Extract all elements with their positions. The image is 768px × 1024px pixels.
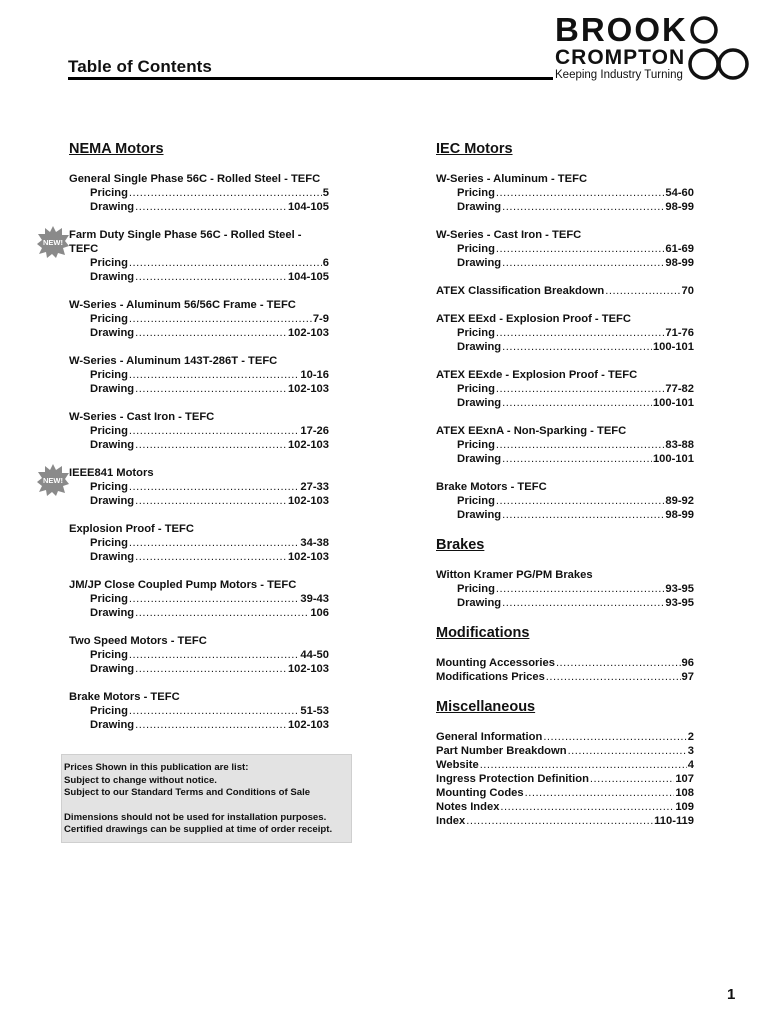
toc-group-title: W-Series - Cast Iron - TEFC — [436, 229, 582, 241]
toc-entry[interactable]: Pricing ..... 39-43 — [69, 592, 329, 606]
page-title: Table of Contents — [68, 57, 212, 76]
notice-line: Subject to our Standard Terms and Conditions of Sale — [64, 787, 311, 799]
toc-entry[interactable]: Pricing ..... 44-50 — [69, 648, 329, 662]
toc-group-title: Brake Motors - TEFC — [436, 481, 547, 493]
section-title-brakes: Brakes — [436, 537, 485, 553]
toc-entry[interactable]: Drawing ..... 100-101 — [436, 452, 694, 466]
toc-group — [43, 466, 329, 508]
section-title-nema: NEMA Motors — [69, 141, 164, 157]
toc-entry[interactable]: Pricing ..... 71-76 — [436, 326, 694, 340]
toc-entry[interactable]: Drawing ..... 104-105 — [69, 200, 329, 214]
toc-group — [436, 424, 694, 466]
new-badge-icon — [36, 463, 70, 497]
toc-group — [69, 578, 329, 620]
toc-entry[interactable]: Drawing ..... 104-105 — [69, 270, 329, 284]
toc-group — [436, 312, 694, 354]
toc-entry[interactable]: Pricing ..... 54-60 — [436, 186, 694, 200]
toc-entry[interactable]: Pricing ..... 93-95 — [436, 582, 694, 596]
section-title-miscellaneous: Miscellaneous — [436, 699, 536, 715]
toc-entry[interactable]: Drawing ..... 102-103 — [69, 494, 329, 508]
toc-group — [69, 172, 329, 214]
toc-entry[interactable]: Drawing ..... 100-101 — [436, 396, 694, 410]
toc-entry[interactable]: Pricing ..... 27-33 — [69, 480, 329, 494]
toc-entry[interactable]: Index ..... 110-119 — [436, 814, 694, 828]
toc-entry[interactable]: Drawing ..... 102-103 — [69, 438, 329, 452]
title-underline-divider — [68, 77, 553, 80]
toc-group-title: W-Series - Cast Iron - TEFC — [69, 411, 215, 423]
toc-entry[interactable]: Pricing ..... 5 — [69, 186, 329, 200]
toc-group — [436, 730, 694, 828]
toc-entry[interactable]: Drawing ..... 102-103 — [69, 718, 329, 732]
toc-group-title: Witton Kramer PG/PM Brakes — [436, 569, 593, 581]
toc-group — [436, 228, 694, 270]
toc-entry[interactable]: Website ..... 4 — [436, 758, 694, 772]
toc-group-title: IEEE841 Motors — [69, 467, 154, 479]
toc-entry[interactable]: Drawing ..... 102-103 — [69, 550, 329, 564]
toc-entry[interactable]: Pricing ..... 83-88 — [436, 438, 694, 452]
toc-entry[interactable]: Pricing ..... 10-16 — [69, 368, 329, 382]
toc-entry[interactable]: Drawing ..... 102-103 — [69, 326, 329, 340]
toc-entry[interactable]: Drawing ..... 106 — [69, 606, 329, 620]
toc-group — [436, 656, 694, 684]
toc-group-title: Brake Motors - TEFC — [69, 691, 180, 703]
toc-group-title: Farm Duty Single Phase 56C - Rolled Steel - TEFC — [69, 229, 302, 255]
notice-line: Prices Shown in this publication are list: — [64, 762, 249, 773]
toc-entry[interactable]: Part Number Breakdown ..... 3 — [436, 744, 694, 758]
page-number: 1 — [727, 986, 736, 1003]
toc-group — [436, 284, 694, 298]
toc-entry[interactable]: General Information ..... 2 — [436, 730, 694, 744]
toc-group — [43, 228, 329, 284]
brand-logo — [553, 12, 753, 88]
toc-group — [69, 354, 329, 396]
toc-entry[interactable]: Modifications Prices ..... 97 — [436, 670, 694, 684]
toc-group — [436, 480, 694, 522]
toc-entry[interactable]: Pricing ..... 89-92 — [436, 494, 694, 508]
logo-word-brook: BROOK — [555, 11, 688, 48]
toc-entry[interactable]: Pricing ..... 77-82 — [436, 382, 694, 396]
toc-entry[interactable]: Pricing ..... 61-69 — [436, 242, 694, 256]
nema-column — [43, 140, 329, 746]
toc-entry[interactable]: Pricing ..... 17-26 — [69, 424, 329, 438]
toc-entry[interactable]: Pricing ..... 6 — [69, 256, 329, 270]
iec-column — [436, 140, 694, 842]
notice-line: Dimensions should not be used for installation purposes. — [64, 811, 327, 823]
toc-entry[interactable]: Notes Index ..... 109 — [436, 800, 694, 814]
toc-group — [69, 298, 329, 340]
section-title-modifications: Modifications — [436, 625, 530, 641]
notice-line: Subject to change without notice. — [64, 774, 217, 786]
toc-entry[interactable]: Drawing ..... 93-95 — [436, 596, 694, 610]
toc-group-title: W-Series - Aluminum 143T-286T - TEFC — [69, 355, 278, 367]
toc-entry[interactable]: Drawing ..... 98-99 — [436, 200, 694, 214]
toc-entry[interactable]: ATEX Classification Breakdown ..... 70 — [436, 284, 694, 298]
toc-group-title: ATEX EExde - Explosion Proof - TEFC — [436, 369, 638, 381]
section-title-iec: IEC Motors — [436, 141, 513, 157]
new-badge-text: NEW! — [43, 476, 63, 485]
toc-group-title: ATEX EExd - Explosion Proof - TEFC — [436, 313, 631, 325]
logo-tagline: Keeping Industry Turning — [555, 69, 683, 81]
toc-entry[interactable]: Mounting Codes ..... 108 — [436, 786, 694, 800]
toc-group — [69, 634, 329, 676]
toc-group-title: General Single Phase 56C - Rolled Steel - TEFC — [69, 173, 321, 185]
toc-group — [436, 368, 694, 410]
toc-entry[interactable]: Drawing ..... 98-99 — [436, 508, 694, 522]
new-badge-text: NEW! — [43, 238, 63, 247]
toc-entry[interactable]: Drawing ..... 102-103 — [69, 662, 329, 676]
pricing-notice-box — [61, 754, 352, 843]
toc-entry[interactable]: Drawing ..... 98-99 — [436, 256, 694, 270]
toc-group-title: W-Series - Aluminum - TEFC — [436, 173, 588, 185]
logo-word-crompton: CROMPTON — [555, 46, 686, 69]
toc-group — [436, 568, 694, 610]
toc-group — [69, 410, 329, 452]
toc-entry[interactable]: Mounting Accessories ..... 96 — [436, 656, 694, 670]
toc-group-title: Explosion Proof - TEFC — [69, 523, 194, 535]
toc-entry[interactable]: Drawing ..... 102-103 — [69, 382, 329, 396]
toc-entry[interactable]: Drawing ..... 100-101 — [436, 340, 694, 354]
toc-entry[interactable]: Ingress Protection Definition ..... 107 — [436, 772, 694, 786]
toc-entry[interactable]: Pricing ..... 7-9 — [69, 312, 329, 326]
toc-entry[interactable]: Pricing ..... 51-53 — [69, 704, 329, 718]
toc-group — [436, 172, 694, 214]
new-badge-icon — [36, 225, 70, 259]
toc-group — [69, 522, 329, 564]
toc-group — [69, 690, 329, 732]
toc-group-title: W-Series - Aluminum 56/56C Frame - TEFC — [69, 299, 296, 311]
notice-line: Certified drawings can be supplied at time of order receipt. — [64, 824, 333, 836]
toc-group-title: JM/JP Close Coupled Pump Motors - TEFC — [69, 579, 297, 591]
toc-group-title: Two Speed Motors - TEFC — [69, 635, 207, 647]
toc-entry[interactable]: Pricing ..... 34-38 — [69, 536, 329, 550]
toc-group-title: ATEX EExnA - Non-Sparking - TEFC — [436, 425, 627, 437]
three-rings-icon — [683, 14, 749, 84]
